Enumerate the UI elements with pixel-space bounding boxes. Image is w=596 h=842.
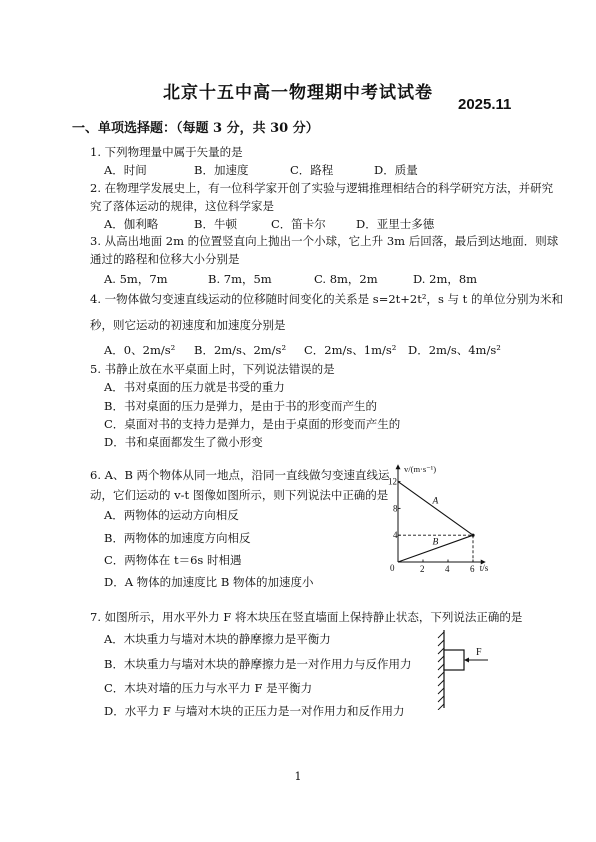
question-text: 如图所示，用水平外力 F 将木块压在竖直墙面上保持静止状态，下列说法正确的是 xyxy=(104,610,523,624)
option-b: B．两物体的加速度方向相反 xyxy=(104,531,251,545)
question-text: 从高出地面 2m 的位置竖直向上抛出一个小球，它上升 3m 后回落，最后到达地面．则球 xyxy=(104,234,559,248)
question-text: A、B 两个物体从同一地点，沿同一直线做匀变速直线运 xyxy=(104,468,390,482)
option-c: C．木块对墙的压力与水平力 F 是平衡力 xyxy=(104,681,313,695)
wall-block-figure xyxy=(430,628,500,710)
question-text: 书静止放在水平桌面上时，下列说法错误的是 xyxy=(104,362,335,376)
force-arrowhead xyxy=(464,658,469,663)
wooden-block xyxy=(444,650,464,670)
question-4 xyxy=(90,292,563,306)
option-b: B．牛顿 xyxy=(194,217,237,231)
question-number: 3. xyxy=(90,234,101,248)
option-c: C．路程 xyxy=(290,163,334,177)
question-text-line2: 秒，则它运动的初速度和加速度分别是 xyxy=(90,318,286,332)
y-tick-label: 8 xyxy=(393,503,398,514)
question-text: 在物理学发展史上，有一位科学家开创了实验与逻辑推理相结合的科学研究方法，并研究 xyxy=(104,181,554,195)
option-b: B．书对桌面的压力是弹力，是由于书的形变而产生的 xyxy=(104,399,377,413)
option-a: A. 5m，7m xyxy=(104,272,168,286)
y-axis-label: v/(m·s⁻¹) xyxy=(404,464,437,475)
question-text-line2: 通过的路程和位移大小分别是 xyxy=(90,252,240,266)
option-d: D. 2m，8m xyxy=(413,272,478,286)
option-b: B. 7m，5m xyxy=(208,272,272,286)
x-tick-label: 6 xyxy=(470,564,475,574)
option-c: C．2m/s、1m/s² xyxy=(304,343,397,357)
option-d: D．2m/s、4m/s² xyxy=(408,343,501,357)
question-text: 一物体做匀变速直线运动的位移随时间变化的关系是 s=2t+2t²，s 与 t 的单位分别为米和 xyxy=(104,292,563,306)
option-a: A．时间 xyxy=(104,163,147,177)
y-tick-label: 12 xyxy=(388,476,397,487)
option-a: A．0、2m/s² xyxy=(104,343,176,357)
option-a: A．木块重力与墙对木块的静摩擦力是平衡力 xyxy=(104,632,331,646)
option-c: C．桌面对书的支持力是弹力，是由于桌面的形变而产生的 xyxy=(104,417,401,431)
y-tick-label: 4 xyxy=(393,530,398,541)
vt-chart xyxy=(378,462,518,580)
intersection-point xyxy=(471,534,474,537)
origin-label: 0 xyxy=(390,563,395,573)
question-6 xyxy=(90,468,390,482)
option-c: C．笛卡尔 xyxy=(271,217,326,231)
question-2 xyxy=(90,181,553,195)
question-text: 下列物理量中属于矢量的是 xyxy=(104,145,243,159)
option-d: D．水平力 F 与墙对木块的正压力是一对作用力和反作用力 xyxy=(104,704,405,718)
question-number: 6. xyxy=(90,468,101,482)
question-5 xyxy=(90,362,335,376)
question-number: 1. xyxy=(90,145,101,159)
section-title: 一、单项选择题：（每题 3 分，共 30 分） xyxy=(72,121,319,136)
option-c: C．两物体在 t＝6s 时相遇 xyxy=(104,553,242,567)
question-number: 5. xyxy=(90,362,101,376)
force-label: F xyxy=(476,647,482,658)
question-1 xyxy=(90,145,243,159)
page-number: 1 xyxy=(294,770,302,783)
question-7 xyxy=(90,610,522,624)
series-label-a: A xyxy=(432,496,439,507)
option-c: C. 8m，2m xyxy=(314,272,378,286)
option-b: B．加速度 xyxy=(194,163,249,177)
option-a: A．伽利略 xyxy=(104,217,159,231)
option-b: B．2m/s、2m/s² xyxy=(194,343,287,357)
exam-date: 2025.11 xyxy=(458,96,512,113)
x-tick-label: 4 xyxy=(445,564,450,574)
series-label-b: B xyxy=(432,537,439,548)
option-d: D．质量 xyxy=(374,163,418,177)
question-number: 4. xyxy=(90,292,101,306)
x-tick-label: 2 xyxy=(420,564,425,574)
option-b: B．木块重力与墙对木块的静摩擦力是一对作用力与反作用力 xyxy=(104,657,412,671)
x-axis-label: t/s xyxy=(479,563,489,573)
page-title: 北京十五中高一物理期中考试试卷 xyxy=(163,83,433,103)
y-axis-arrow xyxy=(396,464,401,469)
series-line-a xyxy=(398,482,473,536)
wall-hatching xyxy=(438,632,444,710)
option-d: D．亚里士多德 xyxy=(356,217,435,231)
question-text-line2: 动，它们运动的 v-t 图像如图所示，则下列说法中正确的是 xyxy=(90,488,389,502)
option-a: A．书对桌面的压力就是书受的重力 xyxy=(104,380,285,394)
question-3 xyxy=(90,234,558,248)
question-text-line2: 究了落体运动的规律，这位科学家是 xyxy=(90,199,274,213)
question-number: 7. xyxy=(90,610,101,624)
option-d: D．书和桌面都发生了微小形变 xyxy=(104,435,263,449)
option-d: D．A 物体的加速度比 B 物体的加速度小 xyxy=(104,575,314,589)
question-number: 2. xyxy=(90,181,101,195)
option-a: A．两物体的运动方向相反 xyxy=(104,508,239,522)
